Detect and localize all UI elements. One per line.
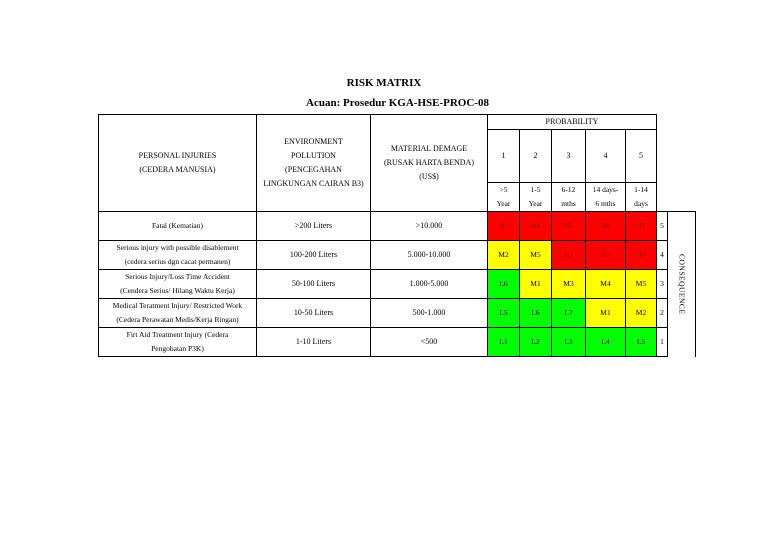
- material-value: 1.000-5.000: [371, 270, 488, 299]
- risk-row: [99, 299, 696, 328]
- header-probability: PROBABILITY: [488, 115, 657, 130]
- injury-description-line: (cedera serius dgn cacat permanen): [124, 257, 231, 266]
- probability-period-line: >5: [499, 185, 508, 194]
- page-title: RISK MATRIX: [346, 77, 422, 89]
- injury-description-line: Serious injury with possible disablement: [116, 243, 239, 252]
- material-value: 500-1.000: [371, 299, 488, 328]
- header-environment-line: ENVIRONMENT: [284, 137, 343, 146]
- injury-description-line: Medical Teratment Injury/ Restricted Work: [112, 301, 243, 310]
- risk-cell: M2: [626, 299, 657, 328]
- probability-period: [488, 183, 520, 212]
- material-value: <500: [371, 328, 488, 357]
- risk-cell: L1: [488, 328, 520, 357]
- probability-level: 2: [520, 130, 552, 183]
- risk-matrix-table: [98, 114, 696, 357]
- injury-description: [99, 212, 257, 241]
- injury-description-line: (Cedera Perawatan Medis/Kerja Ringan): [116, 315, 239, 324]
- risk-cell: M1: [520, 270, 552, 299]
- probability-period-line: 6-12: [561, 185, 576, 194]
- risk-cell: L5: [626, 328, 657, 357]
- risk-cell: H3: [552, 241, 586, 270]
- risk-cell: M5: [520, 241, 552, 270]
- risk-cell: L5: [488, 299, 520, 328]
- injury-description: [99, 328, 257, 357]
- page-subtitle: Acuan: Prosedur KGA-HSE-PROC-08: [306, 97, 489, 109]
- risk-cell: M1: [586, 299, 626, 328]
- injury-description-line: Firt Aid Treatment Injury (Cedera: [126, 330, 229, 339]
- injury-description-line: (Cendera Serius/ Hilang Waktu Kerja): [120, 286, 235, 295]
- risk-row: [99, 270, 696, 299]
- environment-value: 100-200 Liters: [257, 241, 371, 270]
- probability-period: [626, 183, 657, 212]
- header-environment: [257, 115, 371, 212]
- injury-description: [99, 241, 257, 270]
- risk-cell: L2: [520, 328, 552, 357]
- risk-row: [99, 328, 696, 357]
- risk-cell: H5: [552, 212, 586, 241]
- risk-row: [99, 212, 696, 241]
- probability-period-line: 1-14: [634, 185, 648, 194]
- risk-cell: M2: [488, 241, 520, 270]
- risk-cell: H1: [488, 212, 520, 241]
- probability-level: 5: [626, 130, 657, 183]
- risk-cell: H3: [626, 241, 657, 270]
- header-material-line: MATERIAL DEMAGE: [390, 144, 468, 153]
- injury-description-line: Pengobatan P3K): [151, 344, 204, 353]
- consequence-label: CONSEQUENCE: [668, 212, 696, 357]
- risk-cell: L6: [520, 299, 552, 328]
- risk-cell: H6: [586, 212, 626, 241]
- risk-row: [99, 241, 696, 270]
- risk-cell: H2: [586, 241, 626, 270]
- probability-period-line: 1-5: [530, 185, 541, 194]
- header-environment-line: (PENCEGAHAN: [285, 165, 342, 174]
- injury-description-line: Fatal (Kematian): [151, 221, 204, 230]
- probability-period-line: days: [634, 199, 648, 208]
- risk-cell: M5: [626, 270, 657, 299]
- header-personal-injuries-line: PERSONAL INJURIES: [138, 151, 217, 160]
- header-personal-injuries: [99, 115, 257, 212]
- injury-description-line: Serious Injury/Loss Time Accident: [125, 272, 230, 281]
- severity-level: 1: [657, 328, 668, 357]
- probability-period-line: 6 mths: [595, 199, 616, 208]
- probability-period: [520, 183, 552, 212]
- severity-level: 4: [657, 241, 668, 270]
- environment-value: 1-10 Liters: [257, 328, 371, 357]
- risk-cell: L6: [488, 270, 520, 299]
- probability-period: [586, 183, 626, 212]
- risk-cell: L4: [586, 328, 626, 357]
- severity-level: 2: [657, 299, 668, 328]
- environment-value: >200 Liters: [257, 212, 371, 241]
- header-environment-line: POLLUTION: [291, 151, 336, 160]
- risk-cell: M4: [586, 270, 626, 299]
- header-environment-line: LINGKUNGAN CAIRAN B3): [263, 179, 364, 188]
- environment-value: 10-50 Liters: [257, 299, 371, 328]
- header-material-line: (US$): [419, 172, 439, 181]
- severity-level: 3: [657, 270, 668, 299]
- severity-level: 5: [657, 212, 668, 241]
- probability-level: 4: [586, 130, 626, 183]
- header-material-line: (RUSAK HARTA BENDA): [384, 158, 474, 167]
- risk-cell: L7: [552, 299, 586, 328]
- environment-value: 50-100 Liters: [257, 270, 371, 299]
- risk-cell: M3: [552, 270, 586, 299]
- header-material: [371, 115, 488, 212]
- header-personal-injuries-line: (CEDERA MANUSIA): [139, 165, 216, 174]
- probability-period-line: Year: [528, 199, 543, 208]
- risk-cell: H7: [626, 212, 657, 241]
- probability-period-line: Year: [496, 199, 511, 208]
- injury-description: [99, 270, 257, 299]
- material-value: >10.000: [371, 212, 488, 241]
- probability-period-line: mths: [561, 199, 576, 208]
- injury-description: [99, 299, 257, 328]
- probability-period: [552, 183, 586, 212]
- risk-cell: H4: [520, 212, 552, 241]
- probability-level: 1: [488, 130, 520, 183]
- probability-period-line: 14 days-: [592, 185, 619, 194]
- material-value: 5.000-10.000: [371, 241, 488, 270]
- risk-cell: L3: [552, 328, 586, 357]
- probability-level: 3: [552, 130, 586, 183]
